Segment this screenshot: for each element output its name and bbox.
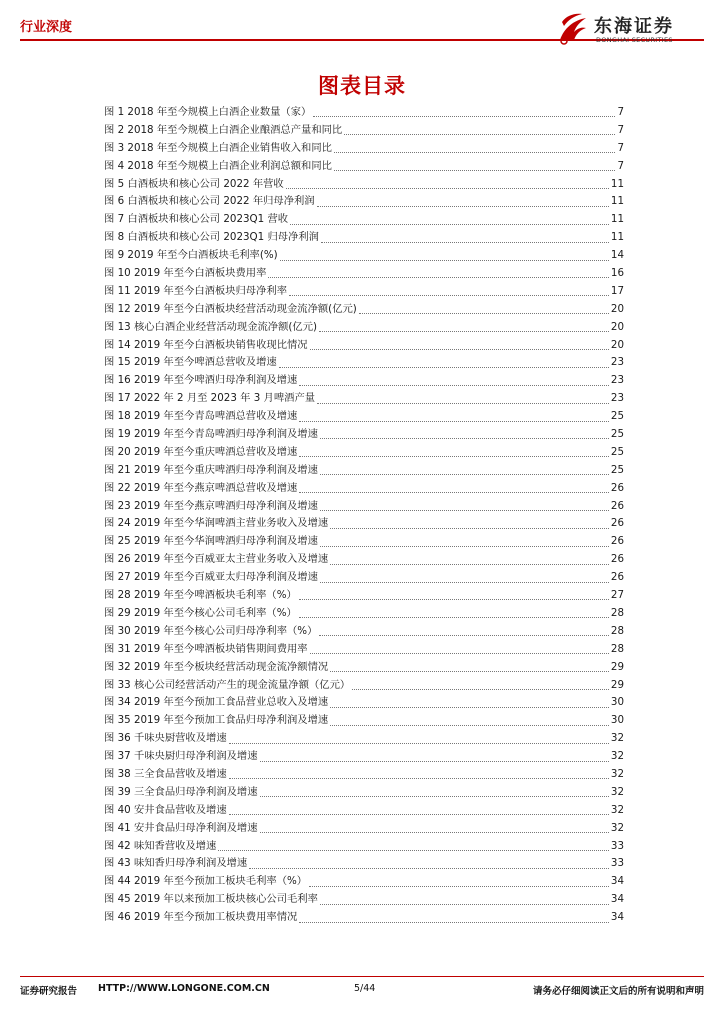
toc-dot-leader xyxy=(290,214,609,225)
toc-entry[interactable] xyxy=(104,569,624,587)
toc-dot-leader xyxy=(317,196,609,207)
toc-entry-label: 图 13 核心白酒企业经营活动现金流净额(亿元) xyxy=(104,320,318,333)
footer-page-number: 5/44 xyxy=(354,983,376,994)
toc-entry-page: 20 xyxy=(610,302,624,315)
toc-dot-leader xyxy=(321,232,609,243)
toc-dot-leader xyxy=(344,124,615,135)
toc-entry-page: 32 xyxy=(610,803,624,816)
toc-dot-leader xyxy=(334,142,616,153)
toc-dot-leader xyxy=(310,643,609,654)
toc-entry-page: 26 xyxy=(610,517,624,530)
toc-entry[interactable] xyxy=(104,283,624,301)
toc-entry-page: 34 xyxy=(610,911,624,924)
toc-entry-label: 图 11 2019 年至今白酒板块归母净利率 xyxy=(104,284,287,297)
page-title: 图表目录 xyxy=(318,74,406,98)
toc-entry-page: 7 xyxy=(617,159,624,172)
toc-entry[interactable] xyxy=(104,551,624,569)
toc-entry[interactable] xyxy=(104,176,624,194)
toc-dot-leader xyxy=(229,733,609,744)
toc-entry-page: 25 xyxy=(610,428,624,441)
toc-entry[interactable] xyxy=(104,694,624,712)
toc-dot-leader xyxy=(334,160,616,171)
toc-entry-label: 图 27 2019 年至今百威亚太归母净利润及增速 xyxy=(104,571,318,584)
toc-dot-leader xyxy=(330,715,609,726)
toc-entry[interactable] xyxy=(104,838,624,856)
footer-disclaimer: 请务必仔细阅读正文后的所有说明和声明 xyxy=(532,986,704,997)
toc-entry[interactable] xyxy=(104,730,624,748)
toc-entry[interactable] xyxy=(104,748,624,766)
toc-dot-leader xyxy=(319,625,609,636)
toc-entry-label: 图 31 2019 年至今啤酒板块销售期间费用率 xyxy=(104,642,308,655)
toc-entry[interactable] xyxy=(104,891,624,909)
toc-entry-label: 图 32 2019 年至今板块经营活动现金流净额情况 xyxy=(104,660,329,673)
toc-entry-label: 图 26 2019 年至今百威亚太主营业务收入及增速 xyxy=(104,553,329,566)
toc-dot-leader xyxy=(359,303,609,314)
toc-entry-label: 图 40 安井食品营收及增速 xyxy=(104,803,227,816)
toc-entry[interactable] xyxy=(104,641,624,659)
toc-dot-leader xyxy=(320,464,609,475)
toc-entry-page: 14 xyxy=(610,249,624,262)
toc-entry-label: 图 39 三全食品归母净利润及增速 xyxy=(104,785,258,798)
toc-entry-page: 16 xyxy=(610,267,624,280)
toc-entry[interactable] xyxy=(104,140,624,158)
toc-entry-page: 32 xyxy=(610,767,624,780)
toc-entry-page: 32 xyxy=(610,821,624,834)
toc-entry-label: 图 15 2019 年至今啤酒总营收及增速 xyxy=(104,356,277,369)
footer-report-type: 证券研究报告 xyxy=(20,986,78,997)
toc-dot-leader xyxy=(320,536,609,547)
toc-entry[interactable] xyxy=(104,587,624,605)
toc-entry[interactable] xyxy=(104,480,624,498)
toc-entry-label: 图 24 2019 年至今华润啤酒主营业务收入及增速 xyxy=(104,517,329,530)
toc-entry[interactable] xyxy=(104,659,624,677)
toc-dot-leader xyxy=(330,554,609,565)
toc-entry[interactable] xyxy=(104,372,624,390)
toc-entry-label: 图 8 白酒板块和核心公司 2023Q1 归母净利润 xyxy=(104,231,319,244)
toc-entry[interactable] xyxy=(104,533,624,551)
toc-entry[interactable] xyxy=(104,211,624,229)
toc-entry[interactable] xyxy=(104,354,624,372)
toc-dot-leader xyxy=(330,518,609,529)
toc-dot-leader xyxy=(317,393,609,404)
toc-entry-label: 图 46 2019 年至今预加工板块费用率情况 xyxy=(104,911,298,924)
toc-entry-label: 图 25 2019 年至今华润啤酒归母净利润及增速 xyxy=(104,535,318,548)
toc-dot-leader xyxy=(286,178,609,189)
toc-entry-page: 32 xyxy=(610,732,624,745)
toc-entry-label: 图 20 2019 年至今重庆啤酒总营收及增速 xyxy=(104,445,298,458)
toc-entry-page: 28 xyxy=(610,606,624,619)
toc-entry[interactable] xyxy=(104,408,624,426)
toc-entry-label: 图 44 2019 年至今预加工板块毛利率（%） xyxy=(104,875,308,888)
toc-entry-label: 图 38 三全食品营收及增速 xyxy=(104,767,227,780)
toc-entry-page: 32 xyxy=(610,785,624,798)
toc-entry[interactable] xyxy=(104,766,624,784)
toc-entry[interactable] xyxy=(104,426,624,444)
toc-entry-page: 20 xyxy=(610,320,624,333)
toc-entry[interactable] xyxy=(104,104,624,122)
toc-entry-label: 图 6 白酒板块和核心公司 2022 年归母净利润 xyxy=(104,195,315,208)
toc-dot-leader xyxy=(299,607,609,618)
brand-logo xyxy=(556,10,706,50)
figure-table-of-contents xyxy=(104,104,624,927)
logo-name-en: DONGHAI SECURITIES xyxy=(596,36,673,44)
toc-entry[interactable] xyxy=(104,677,624,695)
toc-dot-leader xyxy=(299,589,609,600)
toc-entry-label: 图 28 2019 年至今啤酒板块毛利率（%） xyxy=(104,589,297,602)
toc-entry-page: 11 xyxy=(610,195,624,208)
toc-entry-page: 26 xyxy=(610,499,624,512)
toc-entry-page: 7 xyxy=(617,123,624,136)
toc-entry-label: 图 19 2019 年至今青岛啤酒归母净利润及增速 xyxy=(104,428,318,441)
toc-dot-leader xyxy=(330,661,609,672)
toc-entry[interactable] xyxy=(104,319,624,337)
toc-dot-leader xyxy=(309,876,609,887)
toc-entry-page: 26 xyxy=(610,481,624,494)
toc-dot-leader xyxy=(260,751,609,762)
toc-entry-page: 34 xyxy=(610,875,624,888)
toc-entry-label: 图 45 2019 年以来预加工板块核心公司毛利率 xyxy=(104,893,318,906)
footer-divider xyxy=(20,976,704,977)
toc-entry[interactable] xyxy=(104,265,624,283)
toc-dot-leader xyxy=(268,267,608,278)
logo-mark-icon xyxy=(556,10,590,46)
toc-entry[interactable] xyxy=(104,498,624,516)
toc-entry[interactable] xyxy=(104,515,624,533)
toc-dot-leader xyxy=(299,375,609,386)
section-tag: 行业深度 xyxy=(20,20,73,35)
toc-entry-page: 11 xyxy=(610,177,624,190)
toc-dot-leader xyxy=(218,840,609,851)
toc-dot-leader xyxy=(249,858,609,869)
toc-entry[interactable] xyxy=(104,158,624,176)
toc-entry[interactable] xyxy=(104,229,624,247)
toc-entry[interactable] xyxy=(104,820,624,838)
toc-entry-label: 图 2 2018 年至今规模上白酒企业酿酒总产量和同比 xyxy=(104,123,343,136)
toc-entry-page: 25 xyxy=(610,463,624,476)
toc-entry-page: 11 xyxy=(610,231,624,244)
toc-entry-page: 26 xyxy=(610,571,624,584)
toc-entry-page: 29 xyxy=(610,678,624,691)
toc-entry-label: 图 1 2018 年至今规模上白酒企业数量（家） xyxy=(104,106,312,118)
toc-entry-page: 28 xyxy=(610,642,624,655)
toc-entry-label: 图 14 2019 年至今白酒板块销售收现比情况 xyxy=(104,338,308,351)
toc-entry[interactable] xyxy=(104,390,624,408)
toc-entry-label: 图 35 2019 年至今预加工食品归母净利润及增速 xyxy=(104,714,329,727)
toc-entry[interactable] xyxy=(104,605,624,623)
toc-entry[interactable] xyxy=(104,712,624,730)
toc-entry-label: 图 21 2019 年至今重庆啤酒归母净利润及增速 xyxy=(104,463,318,476)
toc-entry-page: 7 xyxy=(617,106,624,118)
toc-entry-label: 图 36 千味央厨营收及增速 xyxy=(104,732,227,745)
toc-dot-leader xyxy=(320,572,609,583)
toc-entry-label: 图 12 2019 年至今白酒板块经营活动现金流净额(亿元) xyxy=(104,302,357,315)
toc-dot-leader xyxy=(280,250,609,261)
toc-entry-label: 图 5 白酒板块和核心公司 2022 年营收 xyxy=(104,177,284,190)
toc-entry-label: 图 17 2022 年 2 月至 2023 年 3 月啤酒产量 xyxy=(104,392,316,405)
toc-dot-leader xyxy=(299,446,609,457)
toc-dot-leader xyxy=(320,428,609,439)
toc-dot-leader xyxy=(352,679,609,690)
toc-entry[interactable] xyxy=(104,623,624,641)
page-footer xyxy=(20,983,704,997)
toc-entry-page: 28 xyxy=(610,624,624,637)
toc-dot-leader xyxy=(313,106,615,117)
toc-dot-leader xyxy=(319,321,609,332)
toc-dot-leader xyxy=(260,822,609,833)
toc-entry-label: 图 37 千味央厨归母净利润及增速 xyxy=(104,750,258,763)
toc-entry[interactable] xyxy=(104,784,624,802)
toc-entry[interactable] xyxy=(104,193,624,211)
toc-entry-page: 17 xyxy=(610,284,624,297)
toc-entry[interactable] xyxy=(104,909,624,927)
toc-entry-label: 图 42 味知香营收及增速 xyxy=(104,839,217,852)
toc-dot-leader xyxy=(330,697,609,708)
toc-entry-label: 图 10 2019 年至今白酒板块费用率 xyxy=(104,267,267,280)
toc-entry-label: 图 30 2019 年至今核心公司归母净利率（%） xyxy=(104,624,318,637)
toc-dot-leader xyxy=(320,894,609,905)
toc-entry-page: 26 xyxy=(610,553,624,566)
toc-entry[interactable] xyxy=(104,247,624,265)
toc-entry-page: 23 xyxy=(610,392,624,405)
toc-entry-label: 图 23 2019 年至今燕京啤酒归母净利润及增速 xyxy=(104,499,318,512)
toc-entry-page: 25 xyxy=(610,445,624,458)
toc-entry[interactable] xyxy=(104,802,624,820)
toc-entry[interactable] xyxy=(104,337,624,355)
toc-dot-leader xyxy=(299,411,609,422)
toc-dot-leader xyxy=(320,500,609,511)
toc-entry-label: 图 34 2019 年至今预加工食品营业总收入及增速 xyxy=(104,696,329,709)
toc-dot-leader xyxy=(289,285,609,296)
toc-entry-label: 图 9 2019 年至今白酒板块毛利率(%) xyxy=(104,249,278,262)
toc-dot-leader xyxy=(299,482,609,493)
toc-entry-page: 30 xyxy=(610,696,624,709)
footer-website-link[interactable]: HTTP://WWW.LONGONE.COM.CN xyxy=(98,983,270,994)
toc-dot-leader xyxy=(229,804,609,815)
toc-entry-label: 图 33 核心公司经营活动产生的现金流量净额（亿元） xyxy=(104,678,351,691)
toc-entry-page: 33 xyxy=(610,857,624,870)
toc-dot-leader xyxy=(260,786,609,797)
toc-entry-label: 图 3 2018 年至今规模上白酒企业销售收入和同比 xyxy=(104,141,332,154)
toc-entry-page: 30 xyxy=(610,714,624,727)
toc-entry[interactable] xyxy=(104,301,624,319)
toc-entry-page: 11 xyxy=(610,213,624,226)
toc-dot-leader xyxy=(310,339,609,350)
toc-entry-page: 23 xyxy=(610,374,624,387)
toc-entry[interactable] xyxy=(104,444,624,462)
toc-entry-page: 29 xyxy=(610,660,624,673)
toc-entry-page: 23 xyxy=(610,356,624,369)
toc-entry-label: 图 41 安井食品归母净利润及增速 xyxy=(104,821,258,834)
toc-dot-leader xyxy=(299,912,609,923)
toc-entry-page: 27 xyxy=(610,589,624,602)
toc-entry[interactable] xyxy=(104,462,624,480)
toc-entry[interactable] xyxy=(104,122,624,140)
toc-entry-page: 26 xyxy=(610,535,624,548)
toc-dot-leader xyxy=(279,357,609,368)
toc-entry-page: 33 xyxy=(610,839,624,852)
toc-entry-label: 图 16 2019 年至今啤酒归母净利润及增速 xyxy=(104,374,298,387)
toc-entry-label: 图 4 2018 年至今规模上白酒企业利润总额和同比 xyxy=(104,159,332,172)
toc-dot-leader xyxy=(229,768,609,779)
toc-entry-label: 图 18 2019 年至今青岛啤酒总营收及增速 xyxy=(104,410,298,423)
toc-entry-page: 34 xyxy=(610,893,624,906)
toc-entry-label: 图 7 白酒板块和核心公司 2023Q1 营收 xyxy=(104,213,289,226)
toc-entry-page: 20 xyxy=(610,338,624,351)
toc-entry[interactable] xyxy=(104,855,624,873)
toc-entry-label: 图 22 2019 年至今燕京啤酒总营收及增速 xyxy=(104,481,298,494)
toc-entry[interactable] xyxy=(104,873,624,891)
toc-entry-page: 32 xyxy=(610,750,624,763)
toc-entry-page: 25 xyxy=(610,410,624,423)
toc-entry-label: 图 29 2019 年至今核心公司毛利率（%） xyxy=(104,606,297,619)
logo-name-cn: 东海证券 xyxy=(594,16,674,37)
toc-entry-page: 7 xyxy=(617,141,624,154)
toc-entry-label: 图 43 味知香归母净利润及增速 xyxy=(104,857,248,870)
